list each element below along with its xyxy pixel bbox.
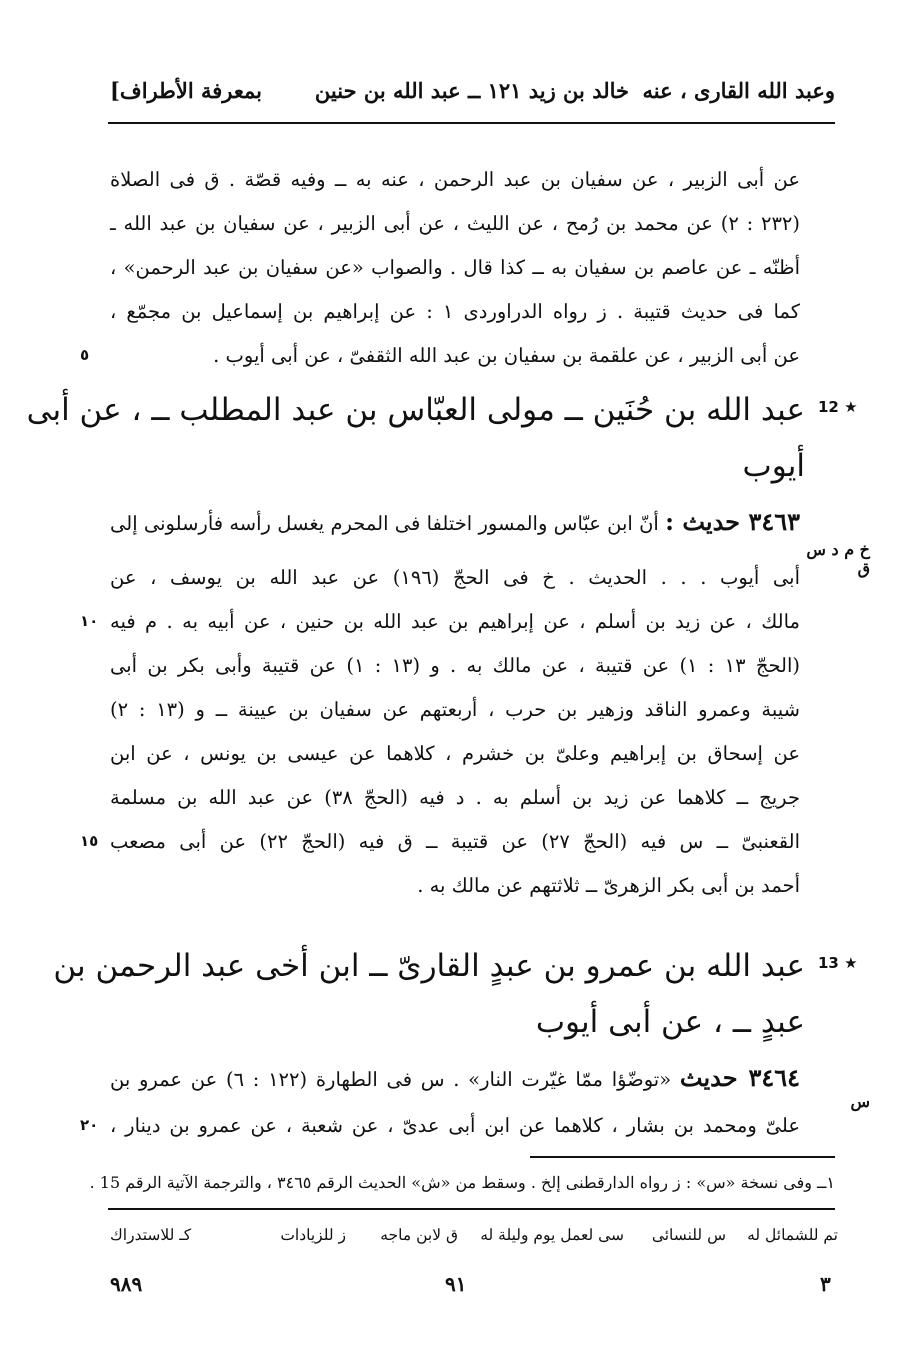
entry-heading: عبدٍ ــ ، عن أبى أيوب xyxy=(535,1004,805,1040)
body-line: القعنبىّ ــ س فيه (الحجّ ٢٧) عن قتيبة ــ ق فيه (الحجّ ٢٢) عن أبى مصعب xyxy=(110,830,800,853)
global-page-number: ٩٨٩ xyxy=(110,1272,143,1296)
abbreviations-key xyxy=(110,1217,838,1253)
footnote: ١ــ وفى نسخة «س» : ز رواه الدارقطنى إلخ . وسقط من «ش» الحديث الرقم ٣٤٦٥ ، والترجمة الآتية الرقم 15 . xyxy=(89,1173,835,1192)
body-line: أظنّه ـ عن عاصم بن سفيان به ــ كذا قال . والصواب «عن سفيان بن عبد الرحمن» ، xyxy=(110,256,800,279)
page-number: ٩١ xyxy=(445,1272,467,1296)
footnote-rule xyxy=(530,1156,835,1158)
abbreviation-item: كـ للاستدراك xyxy=(110,1226,192,1244)
hadith-text: «توضّؤا ممّا غيّرت النار» . س فى الطهارة (١٢٢ : ٦) عن عمرو بن xyxy=(110,1068,672,1091)
body-line: علىّ ومحمد بن بشار ، كلاهما عن ابن أبى عدىّ ، عن شعبة ، عن عمرو بن دينار ، xyxy=(110,1114,800,1137)
hadith-number-label: ٣٤٦٤ حديث xyxy=(679,1063,801,1092)
margin-line-number: ٥ xyxy=(80,346,90,364)
entry-number: 12 ★ xyxy=(818,398,858,416)
entry-heading: أيوب xyxy=(742,448,805,484)
body-line: كما فى حديث قتيبة . ز رواه الدراوردى ١ : عن إبراهيم بن إسماعيل بن مجمّع ، xyxy=(110,300,800,323)
abbreviation-item: ز للزيادات xyxy=(280,1226,346,1244)
body-line: عن أبى الزبير ، عن سفيان بن عبد الرحمن ، عنه به ــ وفيه قصّة . ق فى الصلاة xyxy=(110,168,800,191)
body-line: مالك ، عن زيد بن أسلم ، عن إبراهيم بن عبد الله بن حنين ، عن أبيه به . م فيه xyxy=(110,610,800,633)
margin-line-number: ١٠ xyxy=(80,612,99,630)
abbreviation-item: س للنسائى xyxy=(651,1226,726,1244)
body-line: (الحجّ ١٣ : ١) عن قتيبة ، عن مالك به . و (١٣ : ١) عن قتيبة وأبى بكر بن أبى xyxy=(110,654,801,677)
entry-number: 13 ★ xyxy=(818,954,858,972)
body-line: أحمد بن أبى بكر الزهرىّ ــ ثلاثتهم عن مالك به . xyxy=(417,874,800,897)
hadith-first-line xyxy=(110,1056,800,1100)
header-right-text: وعبد الله القارى ، عنه xyxy=(642,78,835,103)
abbreviation-item: تم للشمائل له xyxy=(747,1226,838,1244)
margin-line-number: ٢٠ xyxy=(80,1116,99,1134)
abbreviation-item: سى لعمل يوم وليلة له xyxy=(480,1226,624,1244)
header-left-text: بمعرفة الأطراف] xyxy=(110,78,262,103)
body-line: (٢٣٢ : ٢) عن محمد بن رُمح ، عن الليث ، عن أبى الزبير ، عن سفيان بن عبد الله ـ xyxy=(110,212,801,235)
body-line: شيبة وعمرو الناقد وزهير بن حرب ، أربعتهم عن سفيان بن عيينة ــ و (١٣ : ٢) xyxy=(110,698,800,721)
volume-number: ٣ xyxy=(820,1272,831,1296)
source-sigla: س xyxy=(850,1092,870,1111)
body-line: أبى أيوب . . . الحديث . خ فى الحجّ (١٩٦) عن عبد الله بن يوسف ، عن xyxy=(110,566,800,589)
abbreviation-item: ق لابن ماجه xyxy=(380,1226,458,1244)
hadith-first-line xyxy=(110,500,800,544)
header-rule xyxy=(108,122,835,124)
hadith-text: أنّ ابن عبّاس والمسور اختلفا فى المحرم يغسل رأسه فأرسلونى إلى xyxy=(110,512,659,535)
entry-heading: عبد الله بن حُنَين ــ مولى العبّاس بن عبد المطلب ــ ، عن أبى xyxy=(26,392,805,428)
body-line: عن أبى الزبير ، عن علقمة بن سفيان بن عبد الله الثقفىّ ، عن أبى أيوب . xyxy=(213,344,800,367)
body-line: عن إسحاق بن إبراهيم وعلىّ بن خشرم ، كلاهما عن عيسى بن يونس ، عن ابن xyxy=(110,742,800,765)
header-center-text: خالد بن زيد ١٢١ ــ عبد الله بن حنين xyxy=(314,78,629,103)
margin-line-number: ١٥ xyxy=(80,832,99,850)
hadith-number-label: ٣٤٦٣ حديث : xyxy=(665,507,800,536)
abbreviations-rule xyxy=(108,1208,835,1210)
running-header xyxy=(110,78,835,114)
body-line: جريج ــ كلاهما عن زيد بن أسلم به . د فيه (الحجّ ٣٨) عن عبد الله بن مسلمة xyxy=(110,786,800,809)
entry-heading: عبد الله بن عمرو بن عبدٍ القارىّ ــ ابن أخى عبد الرحمن بن xyxy=(53,948,805,984)
source-sigla: خ م د س ق xyxy=(806,540,870,578)
